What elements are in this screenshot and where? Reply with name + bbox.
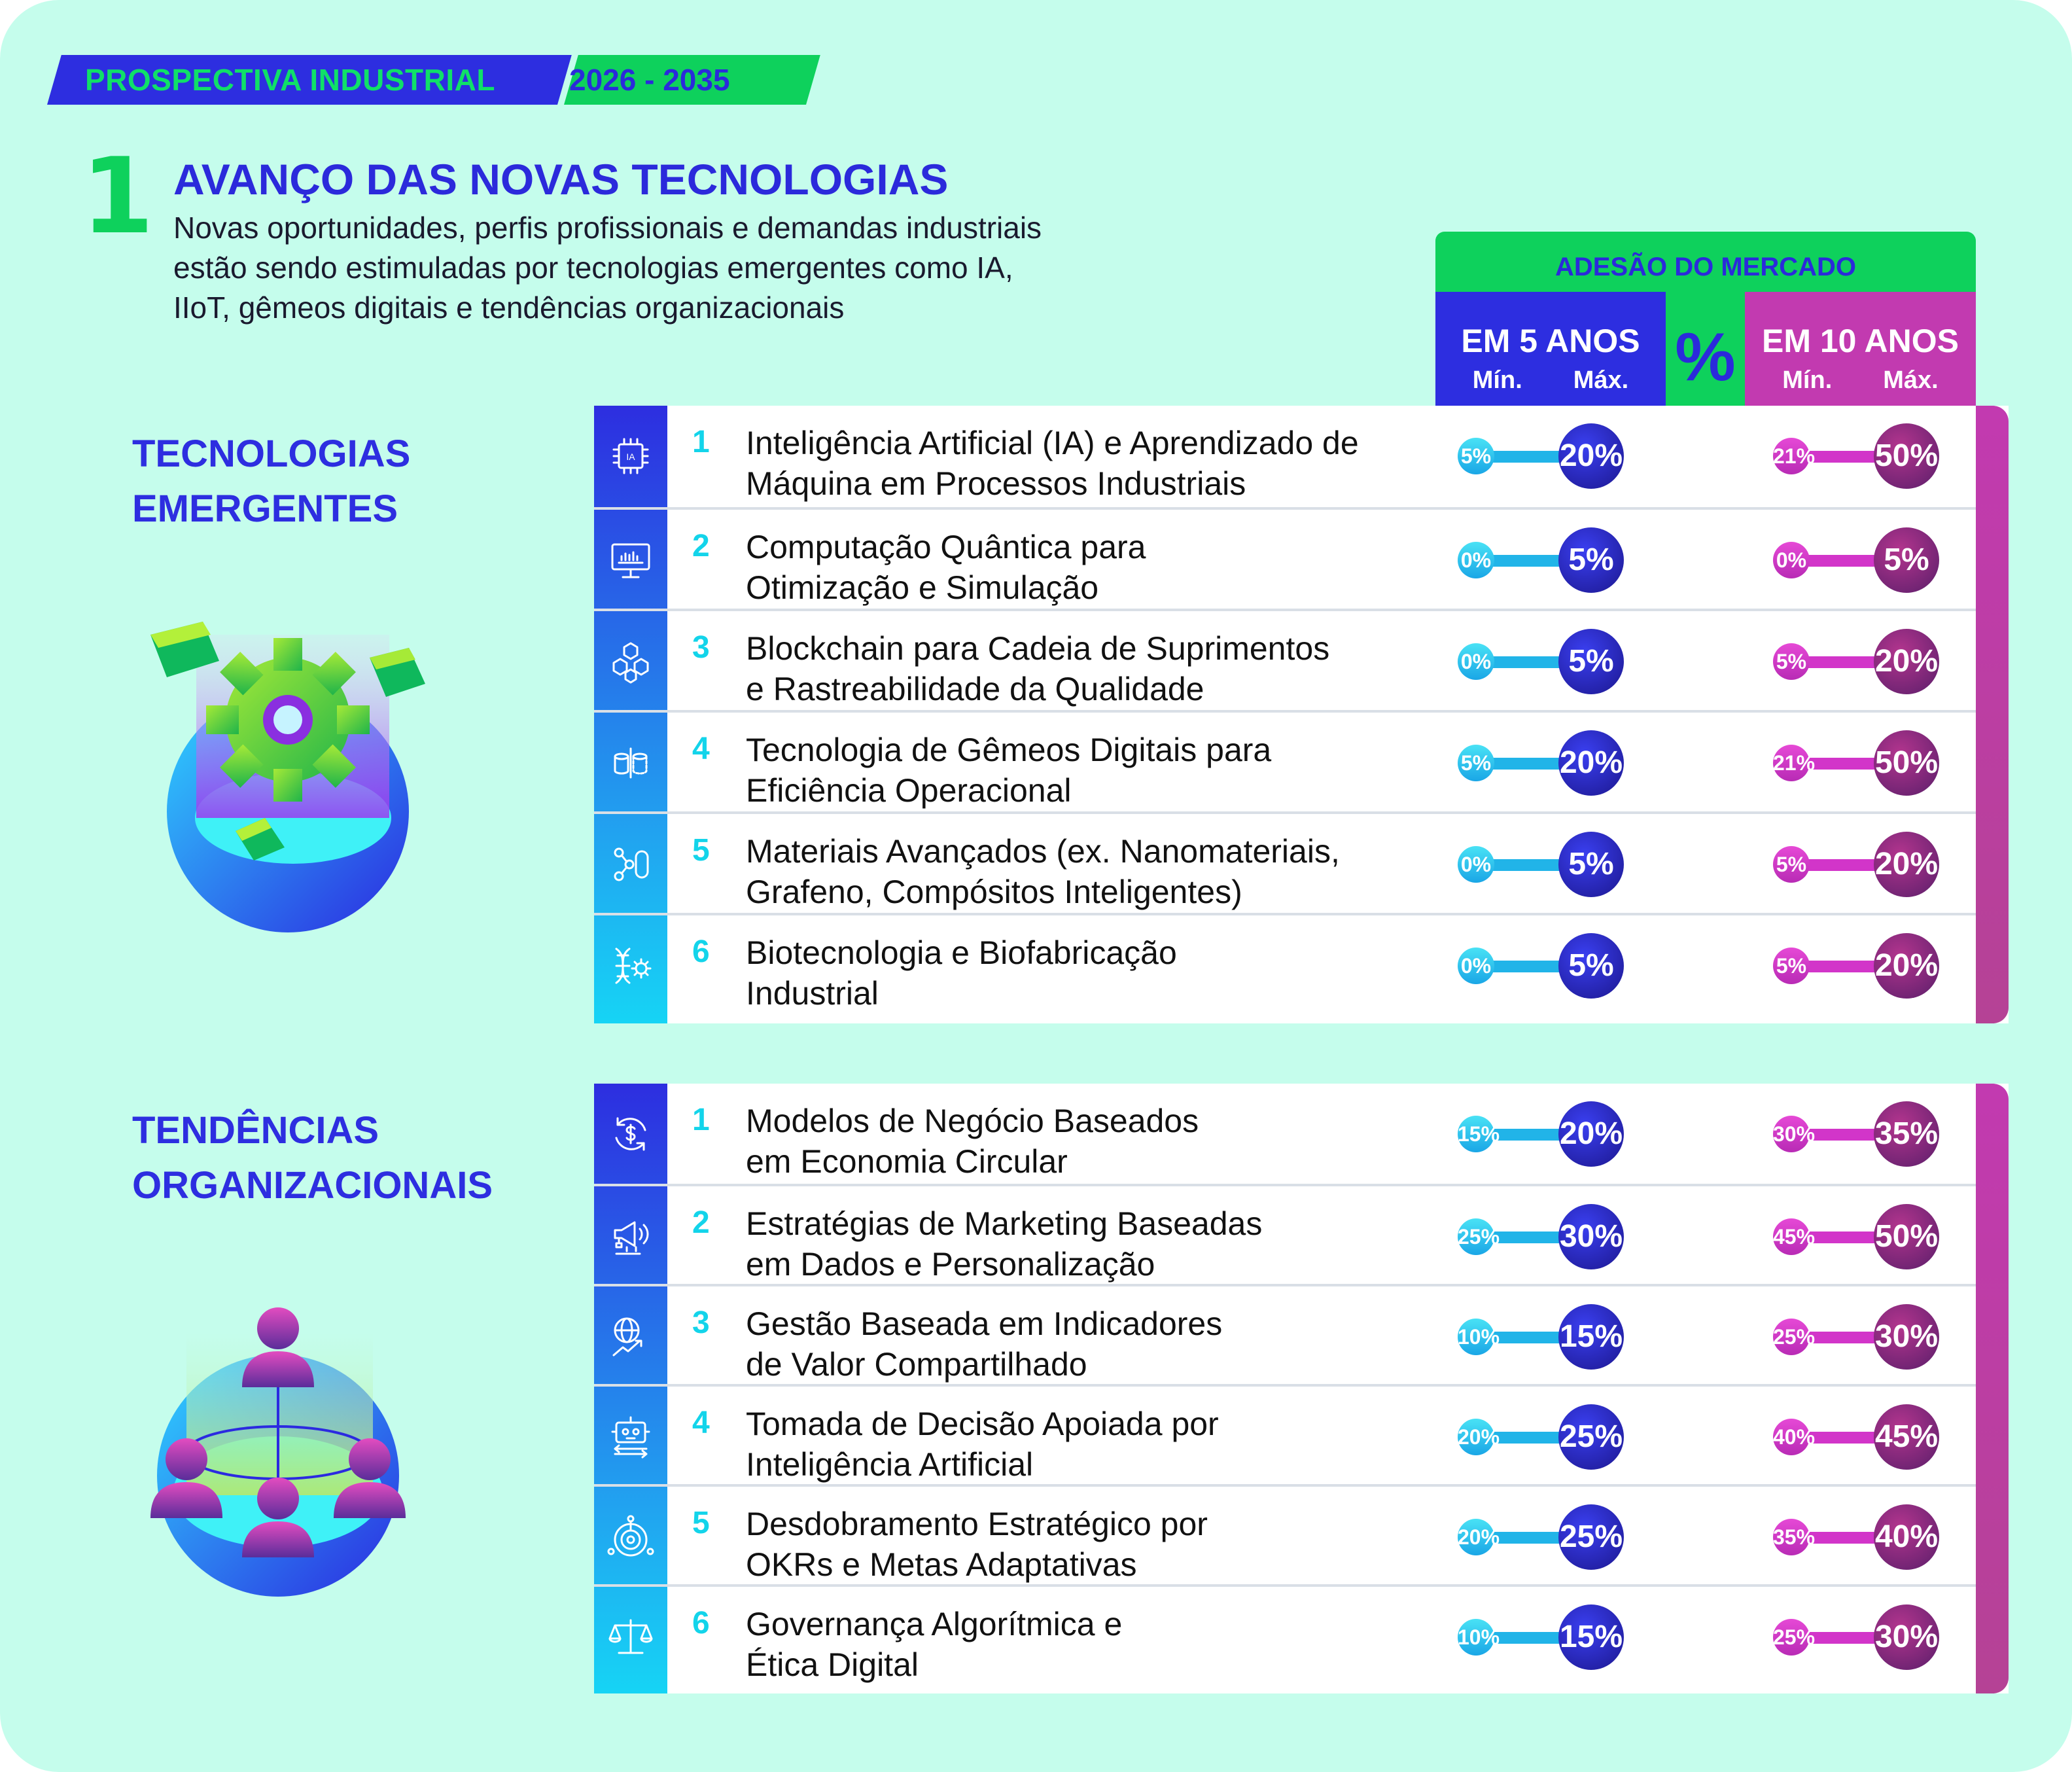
row-description-line: Máquina em Processos Industriais xyxy=(746,465,1246,502)
section-title-organizational xyxy=(132,1103,493,1213)
row-number: 2 xyxy=(692,1205,710,1240)
five-years-max-value: 15% xyxy=(1558,1604,1624,1670)
banner-left-text: PROSPECTIVA INDUSTRIAL xyxy=(85,63,495,97)
digital-twin-icon xyxy=(607,739,654,787)
row-description-line: Otimização e Simulação xyxy=(746,569,1099,606)
five-years-max-value: 15% xyxy=(1558,1304,1624,1370)
monitor-chart-icon xyxy=(607,537,654,584)
five-years-min-value: 25% xyxy=(1458,1218,1494,1255)
circular-dollar-icon xyxy=(607,1110,654,1158)
percent-header xyxy=(1666,292,1745,406)
page-title: AVANÇO DAS NOVAS TECNOLOGIAS xyxy=(173,155,949,204)
people-network-illustration-icon xyxy=(144,1302,419,1603)
five-years-label: EM 5 ANOS xyxy=(1461,323,1640,359)
section-title-line: EMERGENTES xyxy=(132,487,398,530)
row-description-line: Grafeno, Compósitos Inteligentes) xyxy=(746,874,1242,910)
subtitle-line: Novas oportunidades, perfis profissionais e demandas industriais xyxy=(173,211,1042,245)
row-description-line: Inteligência Artificial xyxy=(746,1446,1034,1483)
chip-ia-icon xyxy=(607,433,654,480)
subtitle-line: estão sendo estimuladas por tecnologias emergentes como IA, xyxy=(173,251,1013,285)
row-description-line: OKRs e Metas Adaptativas xyxy=(746,1546,1137,1583)
five-years-min-value: 20% xyxy=(1458,1419,1494,1455)
section-title-line: TECNOLOGIAS xyxy=(132,433,411,475)
row-description-line: Tomada de Decisão Apoiada por xyxy=(746,1406,1219,1442)
five-years-min-value: 0% xyxy=(1458,542,1494,578)
five-years-range-bar xyxy=(1484,451,1569,463)
row-description-line: Desdobramento Estratégico por xyxy=(746,1506,1208,1542)
ten-years-max-value: 20% xyxy=(1874,933,1939,999)
megaphone-icon xyxy=(607,1213,654,1260)
scales-icon xyxy=(607,1614,654,1661)
five-years-min-value: 20% xyxy=(1458,1519,1494,1555)
row-description xyxy=(746,1604,1122,1685)
ten-years-max-value: 50% xyxy=(1874,423,1939,489)
banner-right-text: 2026 - 2035 xyxy=(569,63,730,97)
five-years-max-value: 25% xyxy=(1558,1504,1624,1570)
five-years-min-value: 5% xyxy=(1458,745,1494,781)
row-number: 2 xyxy=(692,529,710,563)
dna-gear-icon xyxy=(607,942,654,989)
section-title-line: TENDÊNCIAS xyxy=(132,1109,379,1152)
row-description xyxy=(746,1203,1262,1285)
five-years-min-value: 0% xyxy=(1458,948,1494,984)
gear-illustration-icon xyxy=(137,622,445,936)
ten-years-min-value: 30% xyxy=(1773,1116,1810,1152)
max-label: Máx. xyxy=(1883,366,1939,394)
row-description-line: Biotecnologia e Biofabricação xyxy=(746,934,1177,971)
table-row xyxy=(594,1484,1976,1588)
five-years-max-value: 5% xyxy=(1558,832,1624,897)
row-description xyxy=(746,1404,1219,1485)
row-description xyxy=(746,730,1271,811)
organizational-trends-table xyxy=(594,1084,2009,1693)
max-label: Máx. xyxy=(1573,366,1629,394)
table-row xyxy=(594,811,1976,915)
row-description-line: Blockchain para Cadeia de Suprimentos xyxy=(746,630,1330,667)
five-years-max-value: 5% xyxy=(1558,933,1624,999)
ten-years-range-bar xyxy=(1799,555,1884,567)
five-years-max-value: 20% xyxy=(1558,730,1624,796)
row-number: 6 xyxy=(692,1606,710,1640)
ten-years-max-value: 20% xyxy=(1874,832,1939,897)
row-number: 1 xyxy=(692,425,710,459)
row-description xyxy=(746,1101,1199,1182)
molecule-icon xyxy=(607,841,654,888)
row-description xyxy=(746,527,1146,608)
row-number: 3 xyxy=(692,1305,710,1340)
row-description-line: de Valor Compartilhado xyxy=(746,1346,1087,1383)
row-description-line: Materiais Avançados (ex. Nanomateriais, xyxy=(746,833,1340,870)
row-number: 4 xyxy=(692,732,710,766)
ten-years-min-value: 5% xyxy=(1773,948,1810,984)
section-number: 1 xyxy=(81,135,154,257)
five-years-min-value: 15% xyxy=(1458,1116,1494,1152)
row-description-line: Eficiência Operacional xyxy=(746,772,1072,809)
ten-years-min-value: 21% xyxy=(1773,745,1810,781)
row-number: 5 xyxy=(692,833,710,868)
row-description-line: Governança Algorítmica e xyxy=(746,1606,1123,1642)
five-years-range-bar xyxy=(1484,758,1569,770)
table-row xyxy=(594,913,1976,1017)
svg-text:IA: IA xyxy=(626,452,635,462)
table-row xyxy=(594,609,1976,713)
ten-years-max-value: 5% xyxy=(1874,527,1939,593)
five-years-range-bar xyxy=(1484,555,1569,567)
row-description xyxy=(746,628,1329,709)
ten-years-max-value: 50% xyxy=(1874,730,1939,796)
five-years-range-bar xyxy=(1484,656,1569,668)
ten-years-min-value: 21% xyxy=(1773,438,1810,474)
ten-years-max-value: 50% xyxy=(1874,1204,1939,1269)
row-description-line: Estratégias de Marketing Baseadas xyxy=(746,1205,1263,1242)
ten-years-min-value: 35% xyxy=(1773,1519,1810,1555)
row-number: 4 xyxy=(692,1406,710,1440)
blockchain-cubes-icon xyxy=(607,638,654,685)
table-row xyxy=(594,1584,1976,1688)
five-years-range-bar xyxy=(1484,859,1569,871)
ten-years-min-value: 25% xyxy=(1773,1619,1810,1656)
five-years-min-value: 0% xyxy=(1458,643,1494,680)
market-header-title: ADESÃO DO MERCADO xyxy=(1554,253,1857,281)
five-years-max-value: 5% xyxy=(1558,527,1624,593)
row-description-line: Ética Digital xyxy=(746,1646,919,1683)
five-years-max-value: 25% xyxy=(1558,1404,1624,1470)
table-row xyxy=(594,406,1976,507)
five-years-header xyxy=(1435,292,1666,406)
row-description-line: Gestão Baseada em Indicadores xyxy=(746,1305,1223,1342)
row-description-line: Computação Quântica para xyxy=(746,529,1146,565)
robot-icon xyxy=(607,1413,654,1461)
five-years-max-value: 30% xyxy=(1558,1204,1624,1269)
row-description-line: Modelos de Negócio Baseados xyxy=(746,1103,1199,1139)
section-title-line: ORGANIZACIONAIS xyxy=(132,1164,493,1207)
row-description-line: Industrial xyxy=(746,975,879,1012)
row-description xyxy=(746,423,1359,504)
emerging-tech-table xyxy=(594,406,2009,1023)
row-description-line: em Economia Circular xyxy=(746,1143,1068,1180)
percent-symbol: % xyxy=(1675,319,1736,395)
row-number: 5 xyxy=(692,1506,710,1540)
five-years-max-value: 20% xyxy=(1558,1101,1624,1167)
row-description-line: Tecnologia de Gêmeos Digitais para xyxy=(746,732,1272,768)
five-years-min-value: 0% xyxy=(1458,846,1494,883)
ten-years-min-value: 45% xyxy=(1773,1218,1810,1255)
ten-years-max-value: 45% xyxy=(1874,1404,1939,1470)
target-icon xyxy=(607,1514,654,1561)
table-row xyxy=(594,1184,1976,1288)
section-title-emerging xyxy=(132,427,410,537)
ten-years-min-value: 25% xyxy=(1773,1319,1810,1355)
ten-years-max-value: 35% xyxy=(1874,1101,1939,1167)
five-years-min-value: 5% xyxy=(1458,438,1494,474)
row-number: 3 xyxy=(692,630,710,665)
ten-years-range-bar xyxy=(1799,859,1884,871)
globe-trend-icon xyxy=(607,1313,654,1360)
row-number: 1 xyxy=(692,1103,710,1137)
row-description xyxy=(746,1504,1208,1585)
ten-years-max-value: 30% xyxy=(1874,1604,1939,1670)
five-years-min-value: 10% xyxy=(1458,1319,1494,1355)
table-row xyxy=(594,1084,1976,1185)
ten-years-label: EM 10 ANOS xyxy=(1761,323,1959,359)
ten-years-max-value: 40% xyxy=(1874,1504,1939,1570)
table-rightbar xyxy=(1976,406,2009,1023)
row-description xyxy=(746,932,1177,1014)
row-description xyxy=(746,1303,1222,1385)
ten-years-min-value: 40% xyxy=(1773,1419,1810,1455)
page-subtitle xyxy=(173,208,1220,328)
ten-years-max-value: 20% xyxy=(1874,629,1939,694)
ten-years-max-value: 30% xyxy=(1874,1304,1939,1370)
row-description xyxy=(746,831,1340,912)
table-row xyxy=(594,1384,1976,1488)
row-number: 6 xyxy=(692,934,710,969)
row-description-line: em Dados e Personalização xyxy=(746,1246,1155,1283)
ten-years-min-value: 0% xyxy=(1773,542,1810,578)
five-years-max-value: 5% xyxy=(1558,629,1624,694)
min-label: Mín. xyxy=(1782,366,1833,394)
ten-years-range-bar xyxy=(1799,656,1884,668)
ten-years-header xyxy=(1745,292,1976,406)
row-description-line: Inteligência Artificial (IA) e Aprendizado de xyxy=(746,425,1359,461)
table-row xyxy=(594,507,1976,611)
min-label: Mín. xyxy=(1472,366,1522,394)
table-rightbar xyxy=(1976,1084,2009,1693)
table-row xyxy=(594,710,1976,814)
five-years-max-value: 20% xyxy=(1558,423,1624,489)
five-years-min-value: 10% xyxy=(1458,1619,1494,1656)
ten-years-min-value: 5% xyxy=(1773,643,1810,680)
ten-years-range-bar xyxy=(1799,961,1884,972)
row-description-line: e Rastreabilidade da Qualidade xyxy=(746,671,1204,707)
ten-years-min-value: 5% xyxy=(1773,846,1810,883)
table-row xyxy=(594,1284,1976,1388)
five-years-range-bar xyxy=(1484,961,1569,972)
subtitle-line: IIoT, gêmeos digitais e tendências organizacionais xyxy=(173,291,845,325)
market-header xyxy=(1435,232,1976,292)
